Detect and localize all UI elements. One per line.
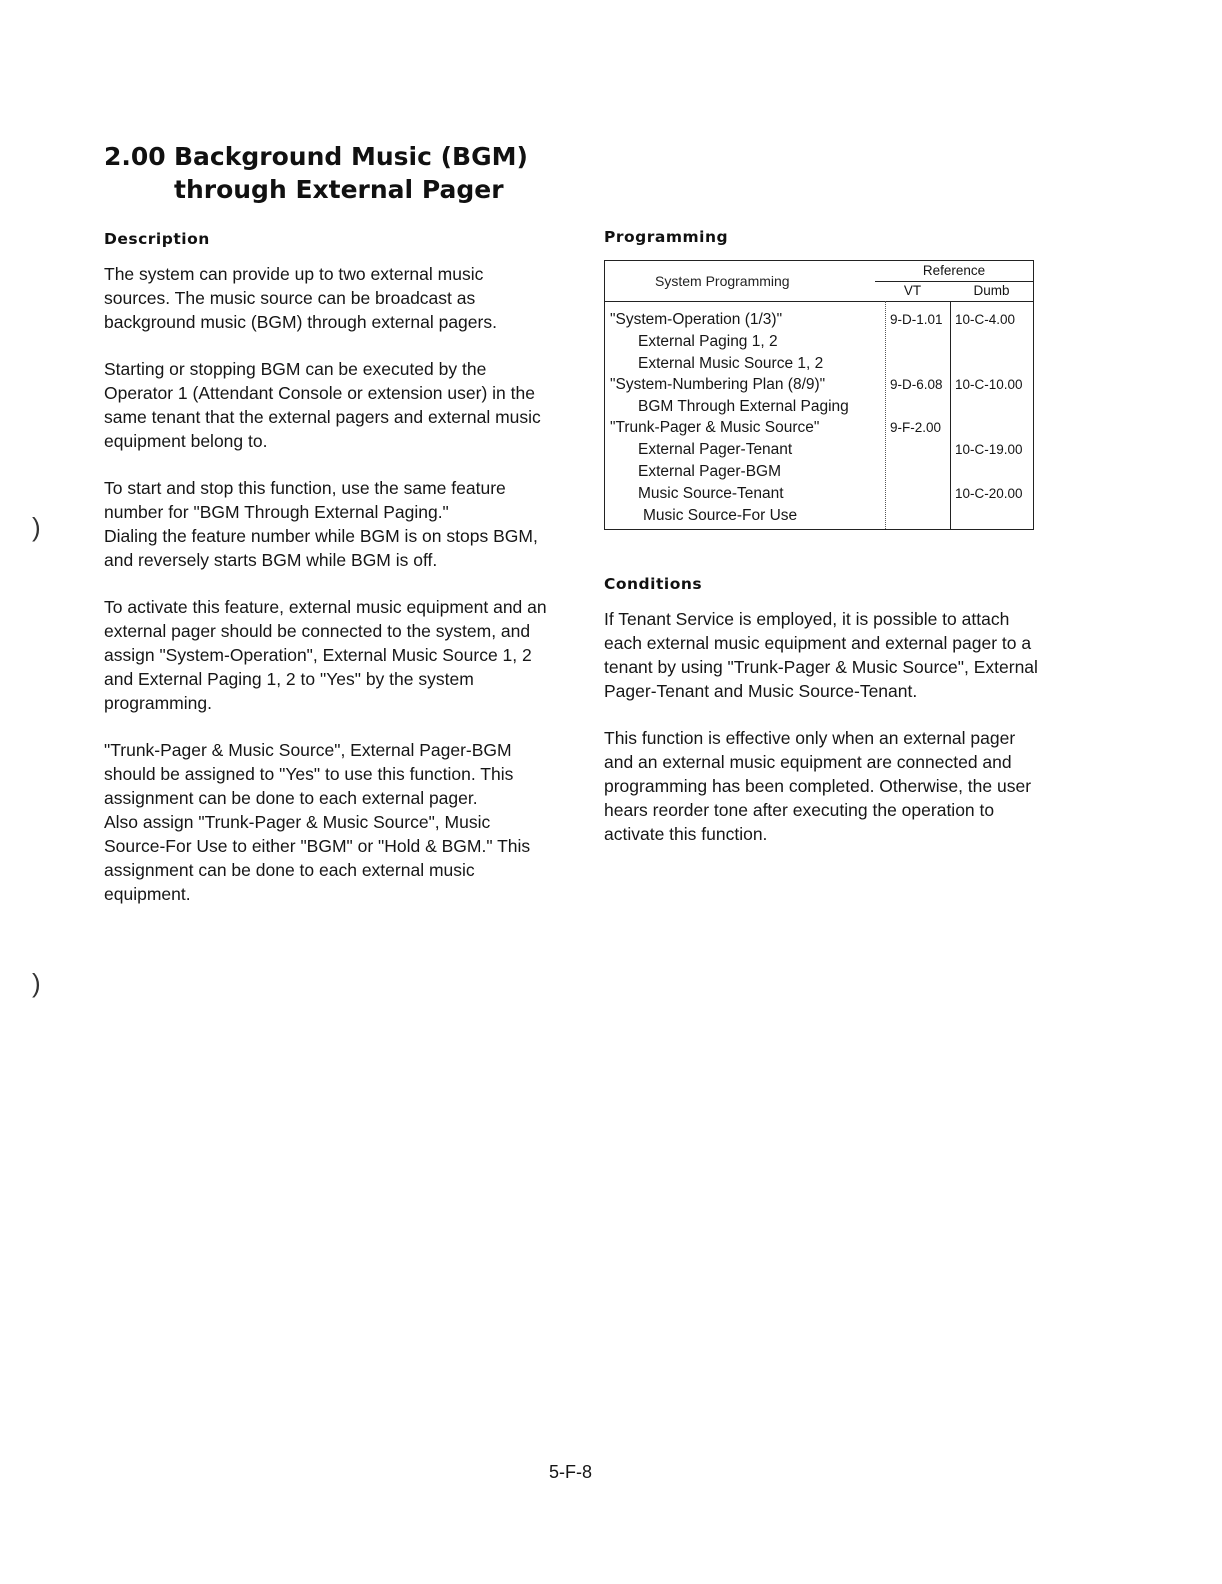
table-row xyxy=(605,396,1033,418)
row-name: Music Source-Tenant xyxy=(638,485,784,502)
table-row xyxy=(605,374,1033,396)
section-title-line1: Background Music (BGM) xyxy=(174,142,528,171)
row-name: "System-Numbering Plan (8/9)" xyxy=(610,376,826,393)
section-title-line2: through External Pager xyxy=(174,175,504,204)
table-row xyxy=(605,309,1033,331)
table-row xyxy=(605,417,1033,439)
conditions-section xyxy=(604,575,1044,846)
description-column xyxy=(104,230,554,929)
row-name: BGM Through External Paging xyxy=(638,398,849,415)
section-number: 2.00 xyxy=(104,142,166,171)
description-paragraph: To activate this feature, external music equipment and an external pager should be connected to the system, and assign "System-Operation", External Music Source 1, 2 and External Paging 1, 2 to "Yes" by the system programming. xyxy=(104,597,547,713)
row-dumb: 10-C-19.00 xyxy=(955,442,1023,457)
table-row xyxy=(605,331,1033,353)
conditions-title: Conditions xyxy=(604,575,703,593)
description-paragraph: Dialing the feature number while BGM is on stops BGM, and reversely starts BGM while BGM is off. xyxy=(104,526,538,570)
row-name: External Pager-Tenant xyxy=(638,441,793,458)
row-dumb: 10-C-20.00 xyxy=(955,486,1023,501)
row-name: External Music Source 1, 2 xyxy=(638,355,824,372)
page-number: 5-F-8 xyxy=(549,1462,593,1482)
description-paragraph: Starting or stopping BGM can be executed by the Operator 1 (Attendant Console or extension user) in the same tenant that the external pagers and external music equipment belong to. xyxy=(104,359,541,451)
binder-hole-mark: ) xyxy=(32,968,41,998)
section-heading xyxy=(104,140,528,206)
header-system-programming: System Programming xyxy=(655,273,790,289)
row-name: External Pager-BGM xyxy=(638,463,781,480)
description-paragraph: To start and stop this function, use the same feature number for "BGM Through External Paging." xyxy=(104,478,506,522)
row-vt: 9-F-2.00 xyxy=(890,420,942,435)
row-dumb: 10-C-4.00 xyxy=(955,312,1016,327)
row-vt: 9-D-6.08 xyxy=(890,377,943,392)
row-name: Music Source-For Use xyxy=(643,507,798,524)
description-paragraph: The system can provide up to two external music sources. The music source can be broadcast as background music (BGM) through external pagers. xyxy=(104,264,497,332)
header-reference: Reference xyxy=(875,261,1033,282)
conditions-paragraph: This function is effective only when an external pager and an external music equipment are connected and programming has been completed. Otherwise, the user hears reorder tone after executing the operation to activate this function. xyxy=(604,728,1032,844)
table-row xyxy=(605,505,1033,527)
description-paragraph: "Trunk-Pager & Music Source", External Pager-BGM should be assigned to "Yes" to use this function. This assignment can be done to each external pager. xyxy=(104,740,514,808)
description-paragraph: Also assign "Trunk-Pager & Music Source", Music Source-For Use to either "BGM" or "Hold & BGM." This assignment can be done to each external music equipment. xyxy=(104,812,531,904)
table-row xyxy=(605,483,1033,505)
programming-table xyxy=(604,260,1034,530)
row-name: External Paging 1, 2 xyxy=(638,333,778,350)
table-row xyxy=(605,439,1033,461)
table-row xyxy=(605,353,1033,375)
programming-title: Programming xyxy=(604,228,729,246)
binder-hole-mark: ) xyxy=(32,512,41,542)
header-vt: VT xyxy=(903,283,922,298)
row-name: "Trunk-Pager & Music Source" xyxy=(610,419,820,436)
programming-table-header xyxy=(605,261,1033,302)
table-row xyxy=(605,461,1033,483)
description-title: Description xyxy=(104,230,210,248)
row-dumb: 10-C-10.00 xyxy=(955,377,1023,392)
programming-column xyxy=(604,228,1044,869)
row-vt: 9-D-1.01 xyxy=(890,312,943,327)
row-name: "System-Operation (1/3)" xyxy=(610,311,783,328)
header-dumb: Dumb xyxy=(973,283,1010,298)
conditions-paragraph: If Tenant Service is employed, it is possible to attach each external music equipment and external pager to a tenant by using "Trunk-Pager & Music Source", External Pager-Tenant and Music Source-Tenant. xyxy=(604,609,1038,701)
